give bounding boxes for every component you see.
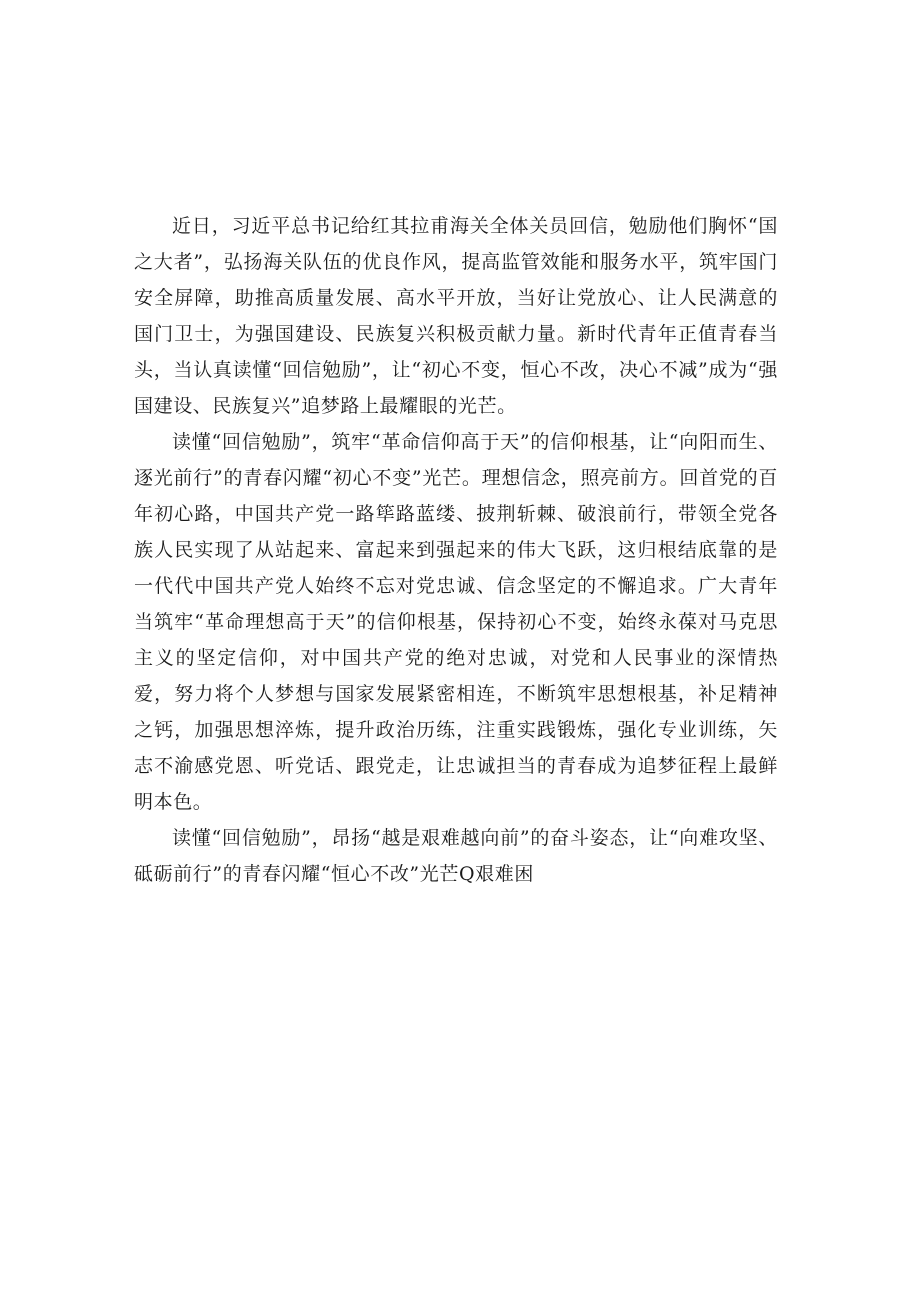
document-body	[134, 208, 778, 892]
paragraph-intro: 近日，习近平总书记给红其拉甫海关全体关员回信，勉励他们胸怀“国之大者”，弘扬海关队伍的优良作风，提高监管效能和服务水平，筑牢国门安全屏障，助推高质量发展、高水平开放，当好让党放心、让人民满意的国门卫士，为强国建设、民族复兴积极贡献力量。新时代青年正值青春当头，当认真读懂“回信勉励”，让“初心不变，恒心不改，决心不减”成为“强国建设、民族复兴”追梦路上最耀眼的光芒。	[134, 215, 778, 417]
paragraph-struggle: 读懂“回信勉励”，昂扬“越是艰难越向前”的奋斗姿态，让“向难攻坚、砥砺前行”的青春闪耀“恒心不改”光芒Q艰难困	[134, 827, 778, 885]
paragraph-faith: 读懂“回信勉励”，筑牢“革命信仰高于天”的信仰根基，让“向阳而生、逐光前行”的青春闪耀“初心不变”光芒。理想信念，照亮前方。回首党的百年初心路，中国共产党一路筚路蓝缕、披荆斩棘、破浪前行，带领全党各族人民实现了从站起来、富起来到强起来的伟大飞跃，这归根结底靠的是一代代中国共产党人始终不忘对党忠诚、信念坚定的不懈追求。广大青年当筑牢“革命理想高于天”的信仰根基，保持初心不变，始终永葆对马克思主义的坚定信仰，对中国共产党的绝对忠诚，对党和人民事业的深情热爱，努力将个人梦想与国家发展紧密相连，不断筑牢思想根基，补足精神之钙，加强思想淬炼，提升政治历练，注重实践锻炼，强化专业训练，矢志不渝感党恩、听党话、跟党走，让忠诚担当的青春成为追梦征程上最鲜明本色。	[134, 431, 778, 813]
